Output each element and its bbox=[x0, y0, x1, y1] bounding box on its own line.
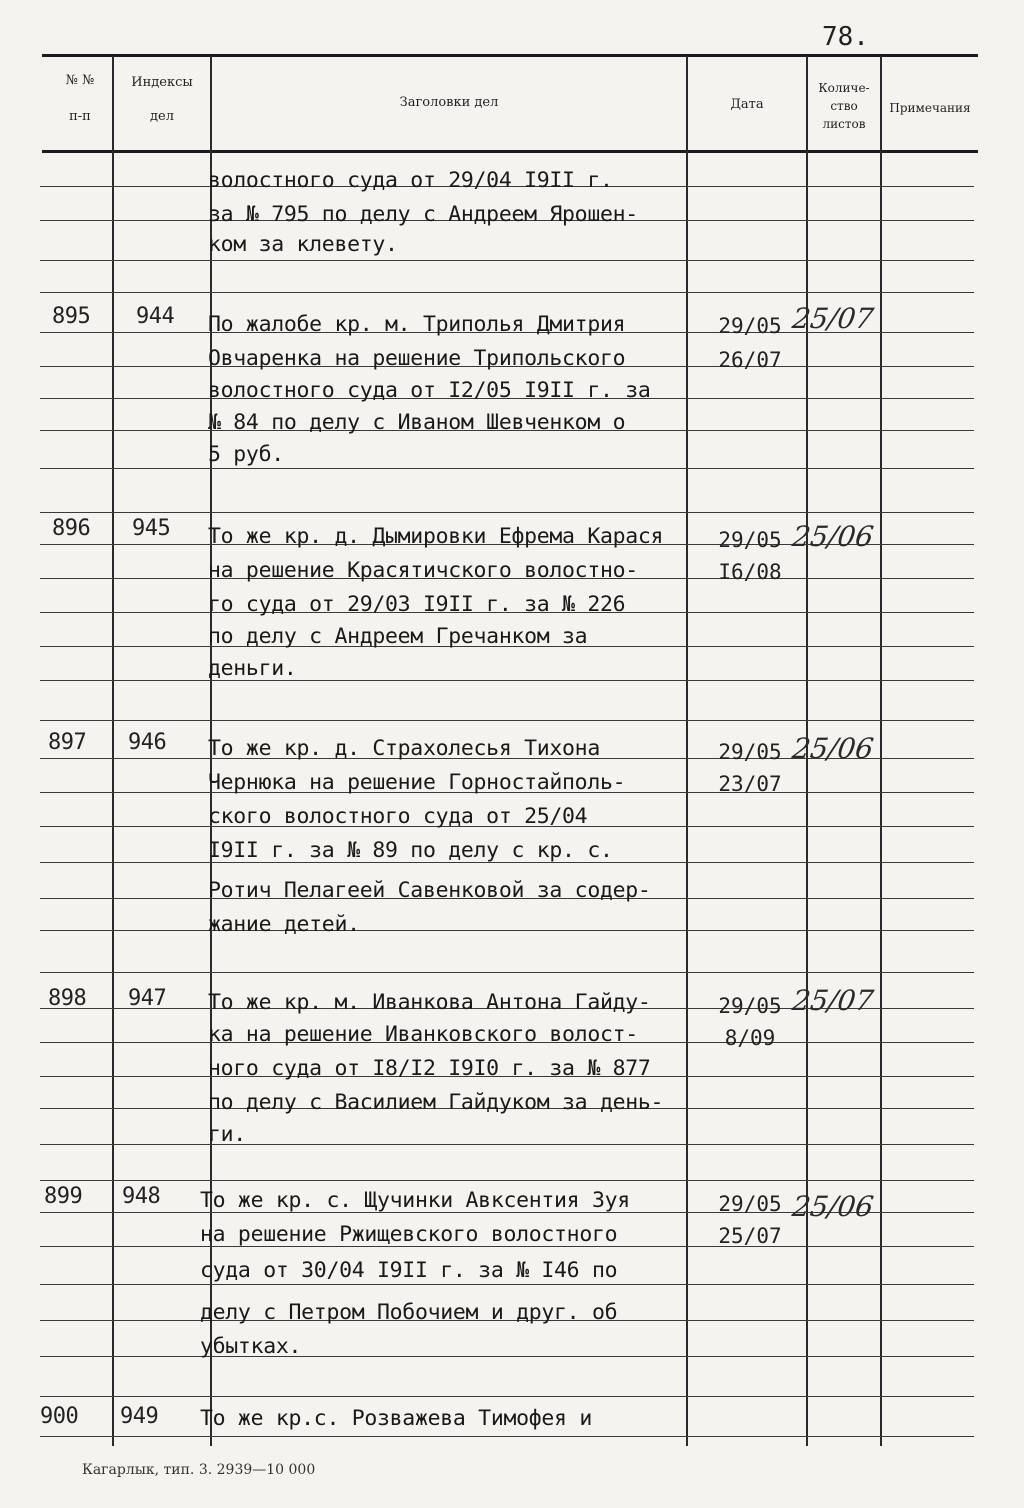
header-index-label-2: дел bbox=[150, 109, 174, 124]
entry-number: 895 bbox=[52, 304, 91, 329]
header-bottom-rule bbox=[42, 150, 978, 153]
entry-line: То же кр.с. Розважева Тимофея и bbox=[200, 1406, 592, 1431]
entry-line: ского волостного суда от 25/04 bbox=[208, 804, 588, 829]
entry-line: То же кр. д. Дымировки Ефрема Карася bbox=[208, 524, 664, 549]
entry-line: ком за клевету. bbox=[208, 232, 398, 257]
entry-number: 897 bbox=[48, 730, 87, 755]
entry-line: на решение Красятичского волостно- bbox=[208, 558, 638, 583]
page-number: 78. bbox=[822, 22, 869, 52]
entry-date-end: I6/08 bbox=[718, 560, 782, 584]
entry-line: ного суда от I8/I2 I9I0 г. за № 877 bbox=[208, 1056, 651, 1081]
entry-number: 898 bbox=[48, 986, 87, 1011]
entry-index: 946 bbox=[128, 730, 167, 755]
entry-date-start: 29/05 bbox=[718, 740, 782, 764]
column-divider bbox=[112, 56, 114, 1446]
ruled-line bbox=[40, 972, 974, 973]
entry-line: По жалобе кр. м. Триполья Дмитрия bbox=[208, 312, 626, 337]
ruled-line bbox=[40, 292, 974, 293]
entry-date-start: 29/05 bbox=[718, 528, 782, 552]
entry-line: № 84 по делу с Иваном Шевченком о bbox=[208, 410, 626, 435]
header-number-label-2: п-п bbox=[69, 109, 91, 124]
header-date-label: Дата bbox=[730, 97, 764, 112]
header-sheets-label-1: Количе- bbox=[818, 81, 870, 95]
entry-date-start: 29/05 bbox=[718, 994, 782, 1018]
entry-index: 947 bbox=[128, 986, 167, 1011]
entry-line: волостного суда от I2/05 I9II г. за bbox=[208, 378, 651, 403]
entry-number: 900 bbox=[40, 1404, 79, 1429]
entry-date-end: 8/09 bbox=[724, 1026, 776, 1050]
ruled-line bbox=[40, 1180, 974, 1181]
entry-line: ка на решение Иванковского волост- bbox=[208, 1022, 638, 1047]
entry-index: 944 bbox=[136, 304, 175, 329]
entry-line: суда от 30/04 I9II г. за № I46 по bbox=[200, 1258, 618, 1283]
entry-sheets: 25/06 bbox=[790, 520, 876, 553]
entry-line: по делу с Василием Гайдуком за день- bbox=[208, 1090, 664, 1115]
entry-line: убытках. bbox=[200, 1334, 302, 1359]
header-sheets-label-2: ство bbox=[830, 99, 858, 113]
entry-number: 899 bbox=[44, 1184, 83, 1209]
entry-date-end: 25/07 bbox=[718, 1224, 782, 1248]
entry-line: 5 руб. bbox=[208, 442, 284, 467]
entry-date-start: 29/05 bbox=[718, 314, 782, 338]
entry-line: за № 795 по делу с Андреем Ярошен- bbox=[208, 202, 638, 227]
header-title-label: Заголовки дел bbox=[399, 95, 499, 110]
ruled-line bbox=[40, 512, 974, 513]
entry-line: на решение Ржищевского волостного bbox=[200, 1222, 618, 1247]
entry-line: делу с Петром Побочием и друг. об bbox=[200, 1300, 618, 1325]
entry-line: То же кр. д. Страхолесья Тихона bbox=[208, 736, 600, 761]
entry-date-end: 23/07 bbox=[718, 772, 782, 796]
entry-sheets: 25/06 bbox=[790, 732, 876, 765]
entry-line: жание детей. bbox=[208, 912, 360, 937]
ruled-line bbox=[40, 1396, 974, 1397]
header-sheets-label-3: листов bbox=[822, 117, 866, 131]
entry-line: ги. bbox=[208, 1122, 246, 1147]
entry-date-start: 29/05 bbox=[718, 1192, 782, 1216]
top-rule bbox=[42, 54, 978, 57]
entry-line: го суда от 29/03 I9II г. за № 226 bbox=[208, 592, 626, 617]
entry-line: Чернюка на решение Горностайполь- bbox=[208, 770, 626, 795]
entry-number: 896 bbox=[52, 516, 91, 541]
printer-footer: Кагарлык, тип. 3. 2939—10 000 bbox=[82, 1462, 316, 1478]
entry-index: 945 bbox=[132, 516, 171, 541]
entry-index: 949 bbox=[120, 1404, 159, 1429]
entry-index: 948 bbox=[122, 1184, 161, 1209]
header-notes-label: Примечания bbox=[889, 101, 971, 115]
entry-line: То же кр. м. Иванкова Антона Гайду- bbox=[208, 990, 651, 1015]
ruled-line bbox=[40, 1436, 974, 1437]
entry-line: деньги. bbox=[208, 656, 297, 681]
column-divider bbox=[880, 56, 882, 1446]
entry-line: Ротич Пелагеей Савенковой за содер- bbox=[208, 878, 651, 903]
entry-sheets: 25/07 bbox=[790, 302, 876, 335]
entry-line: I9II г. за № 89 по делу с кр. с. bbox=[208, 838, 613, 863]
entry-sheets: 25/06 bbox=[790, 1190, 876, 1223]
header-index-label-1: Индексы bbox=[131, 75, 193, 90]
entry-line: Овчаренка на решение Трипольского bbox=[208, 346, 626, 371]
entry-line: волостного суда от 29/04 I9II г. bbox=[208, 168, 613, 193]
entry-date-end: 26/07 bbox=[718, 348, 782, 372]
ruled-line bbox=[40, 720, 974, 721]
header-number-label-1: № № bbox=[65, 73, 95, 88]
entry-line: То же кр. с. Щучинки Авксентия Зуя bbox=[200, 1188, 630, 1213]
entry-sheets: 25/07 bbox=[790, 984, 876, 1017]
entry-line: по делу с Андреем Гречанком за bbox=[208, 624, 588, 649]
